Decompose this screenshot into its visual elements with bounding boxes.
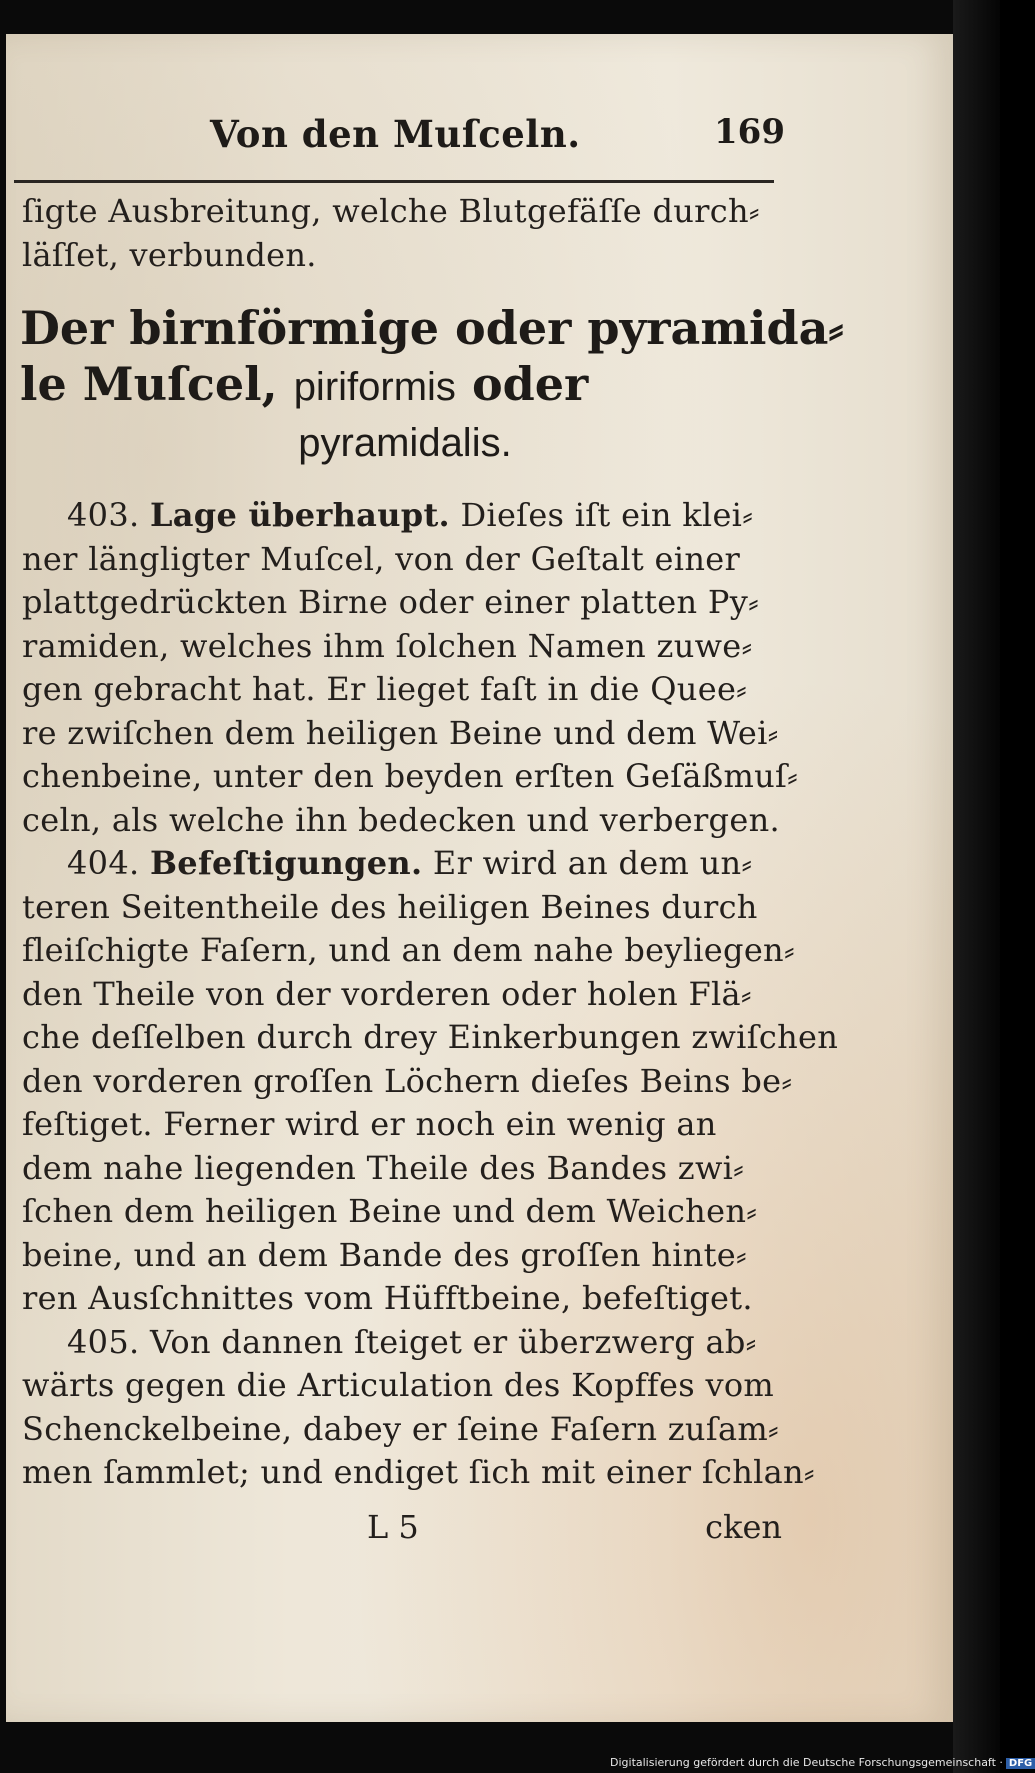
text-line: teren Seitentheile des heiligen Beines durch	[22, 887, 758, 926]
heading-latin-term: piriformis	[293, 365, 456, 409]
text-line: celn, als welche ihn bedecken und verbergen.	[22, 800, 780, 839]
continuation-text	[22, 190, 787, 277]
text-line: feſtiget. Ferner wird er noch ein wenig an	[22, 1105, 717, 1143]
text-segment: Dieſes iſt ein klei⸗	[460, 496, 754, 534]
paragraph-number: 403.	[67, 496, 140, 534]
text-line: wärts gegen die Articulation des Kopffes vom	[22, 1366, 775, 1404]
text-line: den Theile von der vorderen oder holen Flä⸗	[22, 974, 752, 1013]
dfg-logo-icon: DFG	[1006, 1758, 1035, 1769]
text-line: gen gebracht hat. Er lieget faſt in die Quee⸗	[22, 670, 748, 708]
catchword: cken	[705, 1508, 782, 1546]
text-line: Schenckelbeine, dabey er ſeine Faſern zuſam⸗	[22, 1409, 779, 1448]
text-line: den vorderen groſſen Löchern dieſes Beins be⸗	[22, 1061, 793, 1100]
paragraph-number: 404.	[67, 844, 140, 882]
signature-mark: L 5	[367, 1508, 419, 1546]
heading-german-a: le Muſcel,	[20, 357, 278, 411]
paragraph-404-first-line	[22, 842, 787, 886]
header-rule	[14, 180, 774, 183]
running-title: Von den Muſceln.	[210, 112, 581, 156]
heading-german-b: oder	[471, 357, 589, 411]
heading-line-2	[20, 356, 790, 415]
page-footer	[22, 1508, 787, 1552]
text-line: dem nahe liegenden Theile des Bandes zwi⸗	[22, 1148, 745, 1187]
text-line: läſſet, verbunden.	[22, 235, 317, 274]
text-line: ramiden, welches ihm ſolchen Namen zuwe⸗	[22, 626, 753, 665]
book-edge-shadow	[953, 0, 1000, 1773]
heading-line-3: pyramidalis.	[298, 421, 512, 465]
heading-line-1: Der birnförmige oder pyramida⸗	[20, 301, 844, 355]
text-line: ren Ausſchnittes vom Hüfftbeine, befeſtiget.	[22, 1279, 753, 1317]
text-line: men ſammlet; und endiget ſich mit einer ſchlan⸗	[22, 1453, 815, 1491]
text-line: chenbeine, unter den beyden erſten Geſäßmuſ⸗	[22, 757, 799, 795]
text-line: re zwiſchen dem heiligen Beine und dem Wei⸗	[22, 713, 779, 752]
page-number: 169	[714, 112, 785, 152]
text-line: ner längligter Muſcel, von der Geſtalt einer	[22, 539, 741, 578]
text-segment: Von dannen ſteiget er überzwerg ab⸗	[149, 1322, 757, 1361]
section-heading	[20, 300, 844, 471]
paragraph-405-first-line	[22, 1321, 787, 1365]
paragraph-403-first-line	[22, 494, 787, 538]
text-line: che deſſelben durch drey Einkerbungen zwiſchen	[22, 1018, 839, 1056]
credit-text: Digitalisierung gefördert durch die Deutsche Forschungsgemeinschaft ·	[610, 1756, 1003, 1769]
text-line: fleiſchigte Faſern, und an dem nahe beyliegen⸗	[22, 931, 795, 969]
text-line: beine, und an dem Bande des groſſen hinte⸗	[22, 1235, 747, 1274]
text-line: ſigte Ausbreitung, welche Blutgefäſſe durch⸗	[22, 192, 760, 230]
text-segment: Er wird an dem un⸗	[432, 844, 753, 882]
text-line: ſchen dem heiligen Beine und dem Weichen⸗	[22, 1192, 758, 1230]
paragraph-keyword: Lage überhaupt.	[149, 496, 450, 534]
body-text	[22, 494, 839, 1495]
text-line: plattgedrückten Birne oder einer platten Py⸗	[22, 583, 760, 621]
paragraph-keyword: Befeſtigungen.	[149, 844, 423, 882]
digitization-credit	[610, 1756, 1035, 1769]
paragraph-number: 405.	[67, 1322, 140, 1361]
